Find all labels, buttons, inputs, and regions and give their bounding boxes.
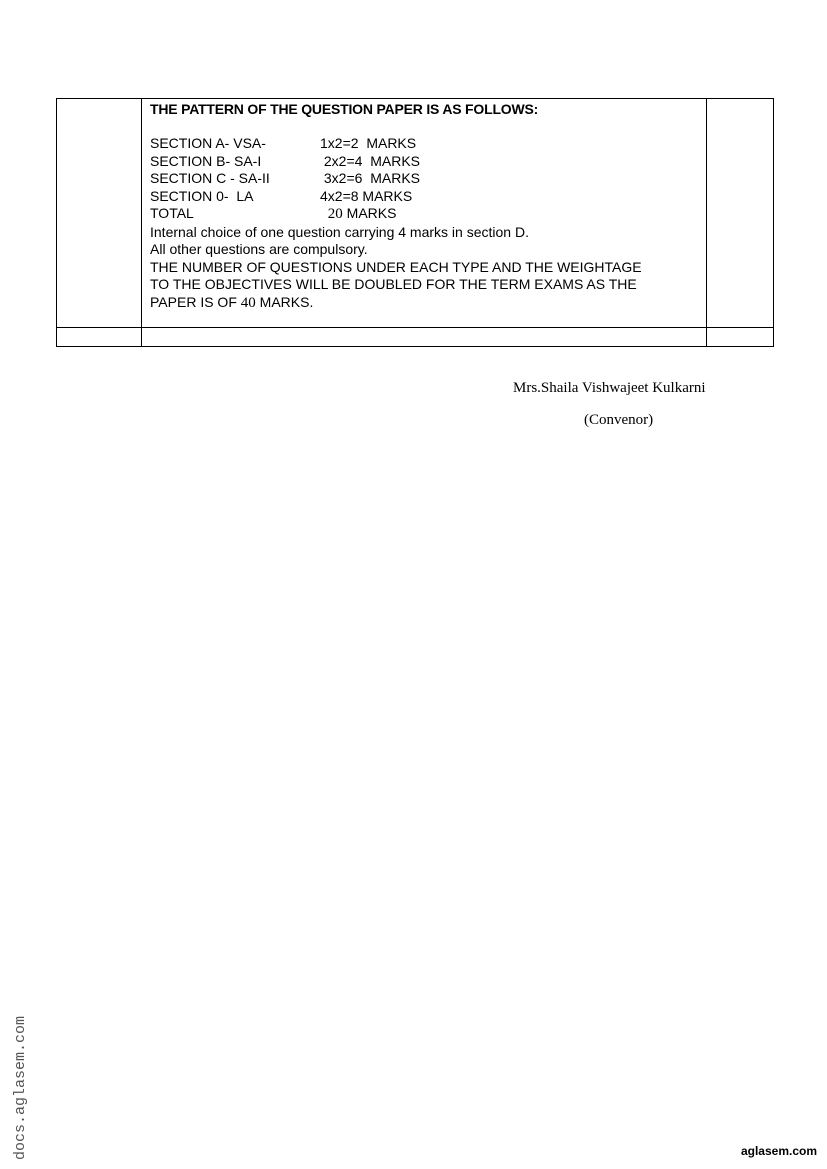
compulsory-text: All other questions are compulsory. (150, 241, 368, 257)
section-marks: 1x2=2 MARKS (320, 135, 417, 151)
table-row (57, 328, 774, 347)
table-cell-left (57, 99, 142, 328)
section-name: SECTION B- SA-I (150, 152, 262, 169)
note-text: MARKS. (255, 293, 314, 310)
note-line: THE NUMBER OF QUESTIONS UNDER EACH TYPE AND THE WEIGHTAGE (150, 258, 642, 275)
section-marks: 4x2=8 MARKS (320, 187, 413, 204)
table-cell-right (707, 99, 774, 328)
paper-total-number: 40 (240, 294, 256, 311)
note-line: TO THE OBJECTIVES WILL BE DOUBLED FOR THE TERM EXAMS AS THE (150, 276, 637, 292)
section-row (150, 188, 698, 206)
section-marks: 2x2=4 MARKS (320, 152, 420, 169)
side-watermark: docs.aglasem.com (12, 1015, 29, 1160)
question-pattern-table (56, 98, 774, 347)
table-cell-empty (142, 328, 707, 347)
table-cell-empty (707, 328, 774, 347)
section-row (150, 135, 698, 153)
table-cell-empty (57, 328, 142, 347)
section-name: SECTION A- VSA- (150, 135, 266, 151)
internal-choice-text: Internal choice of one question carrying 4 marks in section D. (150, 223, 529, 240)
section-row (150, 170, 698, 188)
section-name: SECTION 0- LA (150, 187, 254, 204)
signature-role: (Convenor) (584, 412, 654, 428)
pattern-heading: THE PATTERN OF THE QUESTION PAPER IS AS FOLLOWS: (150, 101, 539, 117)
total-unit: MARKS (342, 205, 397, 221)
total-marks (320, 205, 396, 224)
signature-name: Mrs.Shaila Vishwajeet Kulkarni (513, 380, 706, 396)
note-line (150, 294, 698, 313)
note-text: PAPER IS OF (150, 293, 241, 310)
section-name: SECTION C - SA-II (150, 170, 270, 186)
pattern-content-cell (142, 99, 707, 328)
total-label: TOTAL (150, 205, 194, 221)
table-row (57, 99, 774, 328)
total-number: 20 (327, 206, 343, 222)
footer-watermark: aglasem.com (740, 1144, 817, 1158)
section-row (150, 153, 698, 171)
section-marks: 3x2=6 MARKS (320, 170, 420, 186)
total-row (150, 205, 698, 224)
